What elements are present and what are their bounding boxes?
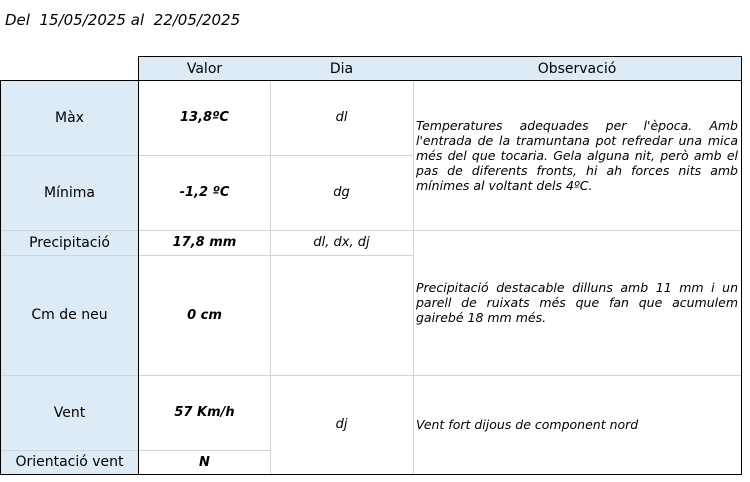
day-max: dl [335,110,348,125]
header-day: Dia [270,57,413,80]
inner-gridline [413,80,414,474]
table-border [138,56,139,475]
date-to: 22/05/2025 [153,11,241,29]
inner-gridline [139,255,413,256]
observation-precipitation [413,230,741,375]
inner-gridline [0,155,139,156]
observation-precipitation-text: Precipitació destacable dilluns amb 11 mm i un parell de ruixats més que fan que acumulem gairebé 18 mm més. [416,280,738,325]
table-border [0,80,1,475]
header-observation: Observació [413,57,741,80]
table-border [0,474,742,475]
header-value: Valor [139,57,270,80]
row-label-precipitation: Precipitació [0,230,139,255]
inner-gridline [139,375,741,376]
value-precipitation: 17,8 mm [172,235,237,250]
inner-gridline [0,255,139,256]
table-border [0,80,742,81]
value-min: -1,2 ºC [179,185,230,200]
value-max: 13,8ºC [180,110,229,125]
inner-gridline [0,450,139,451]
inner-gridline [270,80,271,474]
table-border [139,56,742,57]
row-label-snow: Cm de neu [0,255,139,375]
day-min: dg [333,185,350,200]
observation-wind [413,375,741,474]
row-label-wind: Vent [0,375,139,450]
observation-wind-text: Vent fort dijous de component nord [416,417,639,432]
row-label-max: Màx [0,80,139,155]
day-precipitation: dl, dx, dj [313,235,370,250]
day-wind: dj [335,417,348,432]
observation-temperature-text: Temperatures adequades per l'època. Amb l'entrada de la tramuntana pot refredar una mica més del que tocaria. Gela alguna nit, però amb el pas de diferents fronts, hi ah forces nits amb mínimes al voltant dels 4ºC. [416,117,738,193]
row-label-min: Mínima [0,155,139,230]
table-border [741,56,742,475]
inner-gridline [139,450,270,451]
value-snow: 0 cm [187,307,222,323]
value-wind: 57 Km/h [174,405,235,420]
inner-gridline [139,230,741,231]
value-wind-direction: N [199,454,210,470]
row-label-wind-direction: Orientació vent [0,450,139,474]
inner-gridline [0,230,139,231]
inner-gridline [0,375,139,376]
inner-gridline [139,155,413,156]
date-range-separator: al [130,11,145,29]
date-range-prefix: Del [5,11,30,29]
observation-temperature [413,80,741,230]
date-range [5,11,240,29]
date-from: 15/05/2025 [39,11,126,29]
